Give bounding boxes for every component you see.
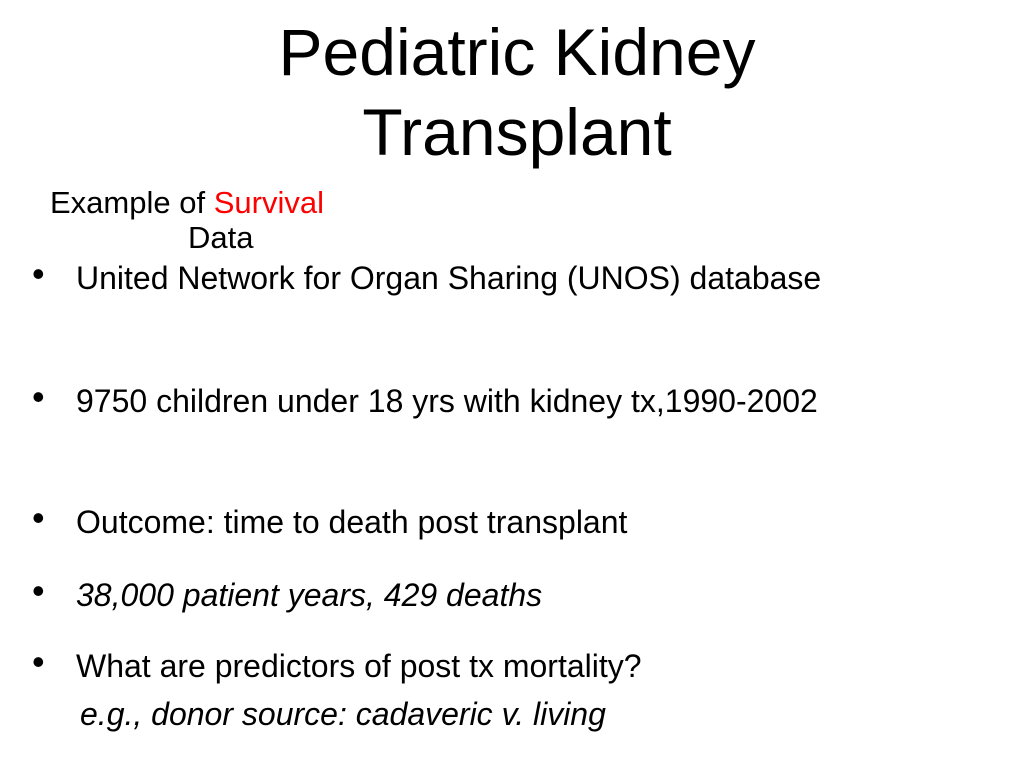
bullet-dot-icon: •	[32, 641, 45, 682]
title-line-1: Pediatric Kidney	[278, 15, 756, 89]
bullet-text-group	[76, 642, 992, 738]
title-line-2: Transplant	[362, 95, 672, 169]
bullet-text: What are predictors of post tx mortality?	[76, 648, 642, 684]
bullet-text: United Network for Organ Sharing (UNOS) database	[76, 260, 822, 296]
subtitle-line-2: Data	[188, 220, 254, 255]
bullet-item	[32, 571, 992, 619]
bullet-item	[32, 254, 992, 302]
bullet-dot-icon: •	[32, 376, 45, 417]
bullet-dot-icon: •	[32, 497, 45, 538]
subtitle-accent: Survival	[213, 185, 324, 220]
bullet-dot-icon: •	[32, 253, 45, 294]
bullet-item	[32, 642, 992, 738]
bullet-subtext: e.g., donor source: cadaveric v. living	[80, 696, 606, 732]
bullet-item	[32, 377, 992, 425]
bullet-dot-icon: •	[32, 570, 45, 611]
bullet-text: Outcome: time to death post transplant	[76, 504, 628, 540]
subtitle-prefix: Example of	[50, 185, 214, 220]
bullet-text: 9750 children under 18 yrs with kidney tx,1990-2002	[76, 383, 818, 419]
bullet-text: 38,000 patient years, 429 deaths	[76, 577, 543, 613]
bullet-item	[32, 498, 992, 546]
